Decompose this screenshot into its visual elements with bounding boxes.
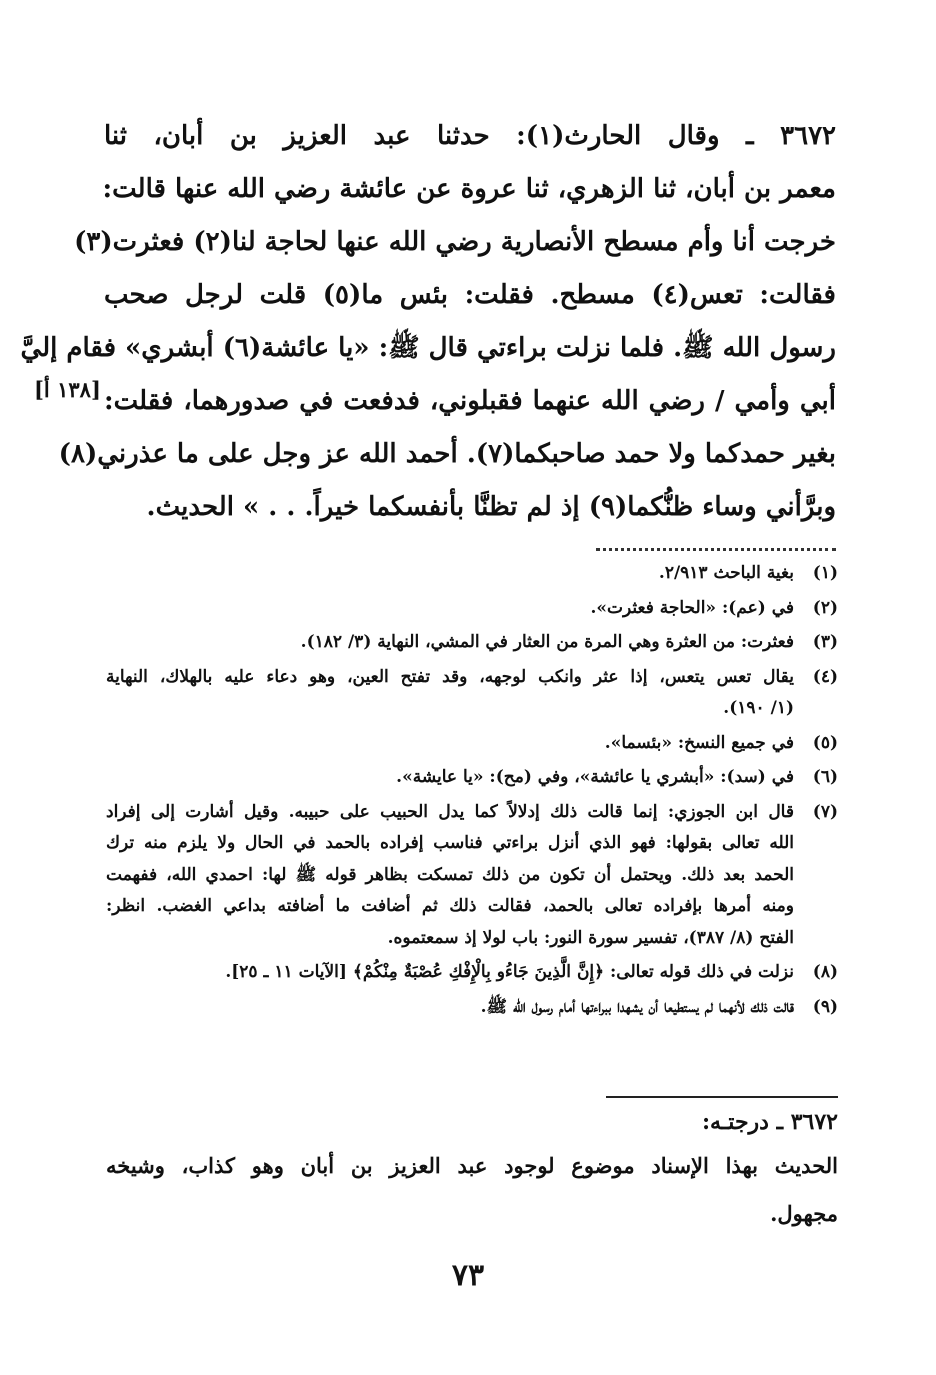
footnote	[106, 957, 838, 989]
footnote-line: الحمد بعد ذلك. ويحتمل أن تكون من ذلك تمسكت بظاهر قوله ﷺ لها: احمدي الله، ففهمت	[106, 864, 794, 885]
footnote	[106, 797, 838, 955]
footnote	[106, 992, 838, 1024]
grading-title: ٣٦٧٢ ـ درجتـه:	[701, 1109, 838, 1135]
page-number: ٧٣	[451, 1258, 485, 1293]
hadith-line: معمر بن أبان، ثنا الزهري، ثنا عروة عن عائشة رضي الله عنها قالت:	[102, 174, 836, 204]
hadith-line: فقالت: تعس(٤) مسطح. فقلت: بئس ما(٥) قلت لرجل صحب	[104, 280, 836, 310]
footnote-line: بغية الباحث ٢/٩١٣.	[658, 563, 794, 583]
hadith-line: وبرَّأني وساء ظنُّكما(٩) إذ لم تظنَّا بأنفسكما خيراً. . . » الحديث.	[146, 492, 836, 522]
footnote-number: (٣)	[812, 632, 838, 652]
hadith-line: رسول الله ﷺ. فلما نزلت براءتي قال ﷺ: «يا عائشة(٦) أبشري» فقام إليَّ	[20, 333, 836, 363]
footnote-text	[106, 728, 794, 760]
footnote	[106, 728, 838, 760]
footnote-text	[106, 992, 794, 1024]
footnote-text	[106, 957, 794, 989]
footnote-number: (٦)	[812, 767, 838, 787]
grading-line: مجهول.	[770, 1201, 838, 1226]
footnote-line: يقال تعس يتعس، إذا عثر وانكب لوجهه، وقد تفتح العين، وهو دعاء عليه بالهلاك، النهاية	[106, 666, 794, 687]
footnote-text	[106, 593, 794, 625]
footnote	[106, 662, 838, 725]
footnote	[106, 593, 838, 625]
footnote-line: الفتح (٨/ ٣٨٧)، تفسير سورة النور: باب لولا إذ سمعتموه.	[387, 927, 794, 948]
footnote-number: (٢)	[812, 597, 838, 618]
footnote	[106, 627, 838, 659]
grading-section	[106, 1102, 838, 1238]
footnote-line: الله تعالى بقولها: فهو الذي أنزل براءتي فناسب إفراده بالحمد في الحال ولا يلزم منه ترك	[106, 833, 794, 853]
footnote-number: (٤)	[812, 666, 838, 687]
footnote-number: (٩)	[812, 996, 838, 1017]
footnote-number: (٨)	[812, 962, 838, 982]
footnote-line: ومنه أمرها بإفراده تعالى بالحمد، فقالت ذلك ثم أضافت ما أضافته بداعي الغضب. انظر:	[106, 896, 794, 916]
footnote-line: (١/ ١٩٠).	[723, 698, 794, 718]
hadith-line: بغير حمدكما ولا حمد صاحبكما(٧). أحمد الله عز وجل على ما عذرني(٨)	[58, 439, 836, 469]
footnotes	[106, 558, 838, 1026]
footnote-line: نزلت في ذلك قوله تعالى: ﴿إِنَّ الَّذِينَ جَاءُو بِالْإِفْكِ عُصْبَةٌ مِنْكُمْ﴾ [الآيات ١١ ـ ٢٥].	[225, 962, 794, 982]
footnote-text	[106, 558, 794, 590]
grading-text	[106, 1142, 838, 1238]
footnote-line: قالت ذلك لأنهما لم يستطيعا أن يشهدا ببراءتها أمام رسول الله ﷺ.	[480, 996, 794, 1017]
footnote-line: في جميع النسخ: «بئسما».	[604, 732, 794, 753]
footnote-text	[106, 627, 794, 659]
footnote-text	[106, 797, 794, 955]
footnote-number: (١)	[812, 563, 838, 583]
footnote-line: قال ابن الجوزي: إنما قالت ذلك إدلالاً كما يدل الحبيب على حبيبه. وقيل أشارت إلى إفراد	[106, 801, 794, 822]
grading-line: الحديث بهذا الإسناد موضوع لوجود عبد العزيز بن أبان وهو كذاب، وشيخه	[106, 1153, 838, 1178]
footnote-text	[106, 662, 794, 725]
footnote-line: في (سد): «أبشري يا عائشة»، وفي (مح): «يا عايشة».	[396, 767, 794, 787]
footnote	[106, 558, 838, 590]
footnote-line: في (عم): «الحاجة فعثرت».	[590, 597, 794, 618]
footnote-separator	[596, 528, 836, 551]
footnote	[106, 762, 838, 794]
footnote-number: (٧)	[812, 801, 838, 822]
hadith-line: خرجت أنا وأم مسطح الأنصارية رضي الله عنها لحاجة لنا(٢) فعثرت(٣)	[74, 227, 836, 257]
hadith-line: أبي وأمي / رضي الله عنهما فقبلوني، فدفعت في صدورهما، فقلت:	[104, 386, 836, 416]
footnote-number: (٥)	[812, 732, 838, 753]
section-divider	[606, 1096, 838, 1098]
hadith-line: ٣٦٧٢ ـ وقال الحارث(١): حدثنا عبد العزيز بن أبان، ثنا	[104, 121, 836, 151]
footnote-line: فعثرت: من العثرة وهي المرة من العثار في المشي، النهاية (٣/ ١٨٢).	[300, 632, 794, 652]
manuscript-folio-note: [١٣٨ أ]	[34, 377, 101, 402]
footnote-text	[106, 762, 794, 794]
